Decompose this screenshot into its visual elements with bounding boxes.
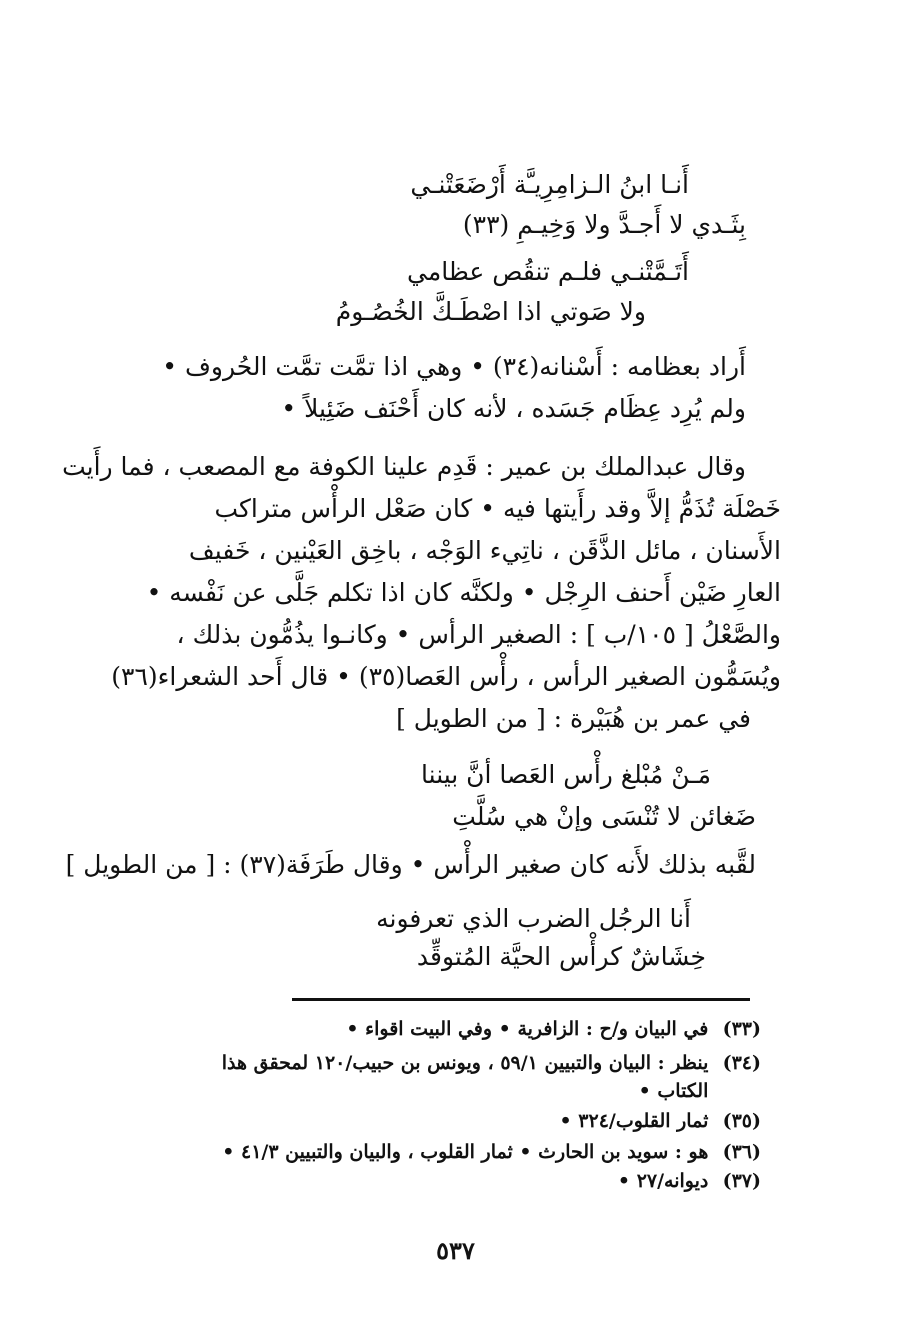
poem-line: بِثَـدي لا أَجـدَّ ولا وَخِيـمِ (٣٣)	[462, 210, 746, 239]
poem-line: ولا صَوتي اذا اصْطَـكَّ الخُصُـومُ	[335, 297, 646, 326]
poem-line: مَـنْ مُبْلغ رأْس العَصا أنَّ بيننا	[421, 760, 711, 789]
text-line: في عمر بن هُبَيْرة : [ من الطويل ]	[396, 704, 751, 733]
footnote-number: (٣٤)	[722, 1052, 761, 1074]
poem-line: خِشَاشٌ كرأْس الحيَّة المُتوقِّد	[416, 942, 706, 971]
text-line: وقال عبدالملك بن عمير : قَدِم علينا الكوفة مع المصعب ، فما رأَيت	[62, 452, 746, 481]
text-line: خَصْلَة تُذَمُّ إلاَّ وقد رأَيتها فيه • كان صَعْل الرأْس متراكب	[214, 494, 781, 523]
text-line: ويُسَمُّون الصغير الرأس ، رأْس العَصا(٣٥) • قال أَحد الشعراء(٣٦)	[111, 662, 781, 691]
footnote-text: ثمار القلوب/٣٢٤ •	[559, 1110, 709, 1132]
page-number: ٥٣٧	[436, 1236, 475, 1265]
text-line: العارِ ضَيْن أَحنف الرِجْل • ولكنَّه كان اذا تكلم جَلَّى عن نَفْسه •	[146, 578, 781, 607]
text-line: والصَّعْلُ [ ١٠٥/ب ] : الصغير الرأس • وكانـوا يذُمُّون بذلك ،	[176, 620, 781, 649]
footnote	[222, 1139, 761, 1165]
footnote	[222, 1050, 761, 1076]
text-line: لقَّبه بذلك لأَنه كان صغير الرأْس • وقال طَرَفَة(٣٧) : [ من الطويل ]	[65, 850, 756, 879]
footnote	[618, 1168, 761, 1194]
poem-line: أَنـا ابنُ الـزامِرِيـَّة أَرْضَعَتْنـي	[410, 170, 689, 199]
text-line: ولم يُرِد عِظَام جَسَده ، لأنه كان أَحْنَف ضَئِيلاً •	[281, 394, 746, 423]
footnote-text: الكتاب •	[638, 1080, 709, 1102]
footnote-separator	[292, 998, 750, 1001]
footnote	[560, 1108, 761, 1134]
poem-line: أَتَـمَّتْنـي فلـم تنقُص عظامي	[406, 257, 689, 286]
footnote-number: (٣٣)	[722, 1018, 761, 1040]
footnote	[639, 1078, 761, 1104]
text-line: الأَسنان ، مائل الذَّقَن ، ناتِيء الوَجْه ، باخِق العَيْنين ، خَفيف	[188, 536, 781, 565]
footnote-text: في البيان و/ح : الزافرية • وفي البيت اقواء •	[346, 1018, 709, 1040]
footnote-text: هو : سويد بن الحارث • ثمار القلوب ، والبيان والتبيين ٤١/٣ •	[222, 1141, 709, 1163]
footnote-text: ينظر : البيان والتبيين ٥٩/١ ، ويونس بن حبيب/١٢٠ لمحقق هذا	[221, 1052, 709, 1074]
footnote	[346, 1016, 761, 1042]
poem-line: ضَغائن لا تُنْسَى وإنْ هي سُلَّتِ	[452, 802, 756, 831]
footnote-number: (٣٦)	[722, 1141, 761, 1163]
footnote-text: ديوانه/٢٧ •	[617, 1170, 709, 1192]
footnote-number: (٣٧)	[722, 1170, 761, 1192]
text-line: أَراد بعظامه : أَسْنانه(٣٤) • وهي اذا تمَّت تمَّت الحُروف •	[162, 352, 746, 381]
poem-line: أَنا الرجُل الضرب الذي تعرفونه	[376, 904, 691, 933]
footnote-number: (٣٥)	[722, 1110, 761, 1132]
